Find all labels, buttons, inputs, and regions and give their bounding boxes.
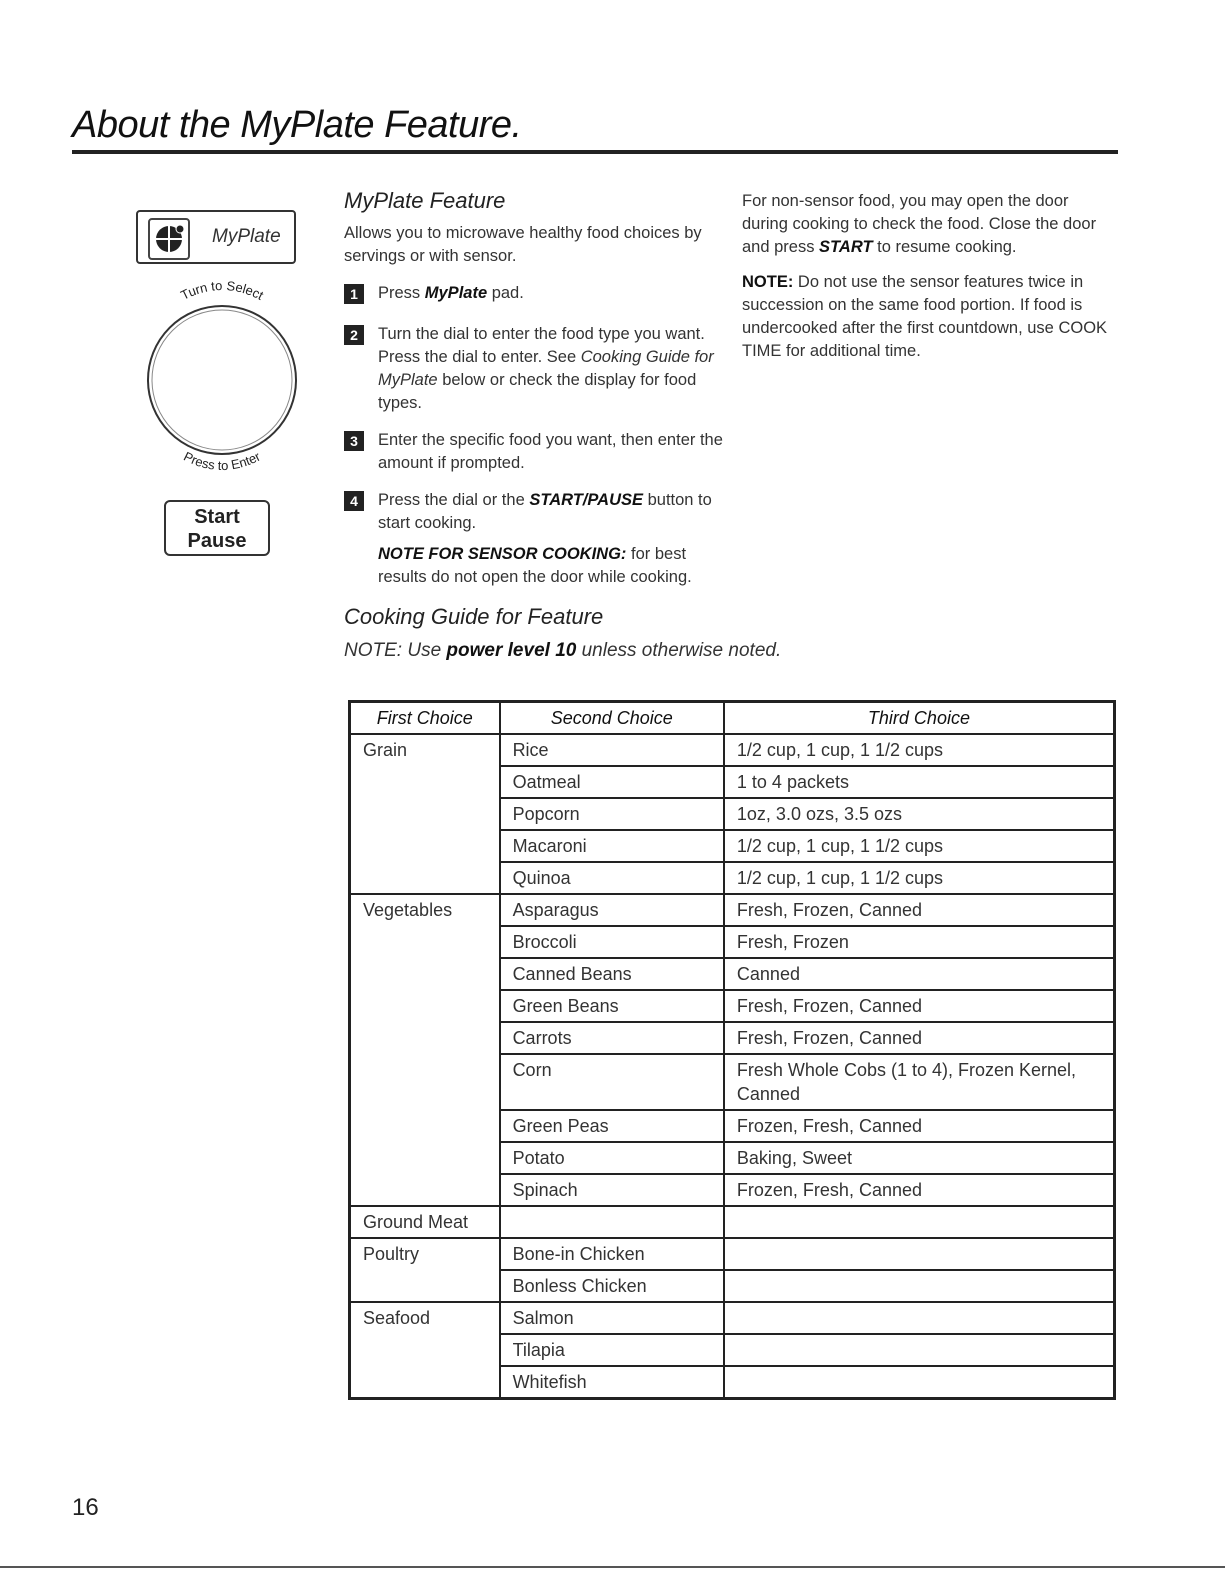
non-sensor-text: For non-sensor food, you may open the door during cooking to check the food. Close the door and press (742, 192, 1097, 256)
second-choice-cell: Quinoa (500, 862, 724, 894)
power-level-emphasis: power level 10 (446, 640, 577, 661)
second-choice-cell: Asparagus (500, 894, 724, 926)
first-choice-cell (350, 862, 500, 894)
cooking-guide-body (350, 734, 1115, 1399)
first-choice-cell: Grain (350, 734, 500, 766)
first-choice-cell (350, 766, 500, 798)
third-choice-cell: 1/2 cup, 1 cup, 1 1/2 cups (724, 830, 1115, 862)
first-choice-cell (350, 1142, 500, 1174)
table-row (350, 1110, 1115, 1142)
feature-instructions (344, 188, 724, 589)
first-choice-cell (350, 958, 500, 990)
page-number: 16 (72, 1494, 99, 1521)
step-number: 2 (344, 325, 364, 345)
table-row (350, 990, 1115, 1022)
first-choice-cell (350, 1334, 500, 1366)
guide-note-label: NOTE: (344, 640, 403, 661)
step-text-end: below or check the display for food types. (378, 371, 697, 412)
table-row (350, 830, 1115, 862)
non-sensor-text-end: to resume cooking. (872, 238, 1017, 256)
first-choice-cell (350, 830, 500, 862)
table-row (350, 1270, 1115, 1302)
third-choice-cell (724, 1366, 1115, 1399)
third-choice-cell (724, 1302, 1115, 1334)
start-label: Start (194, 506, 240, 528)
first-choice-cell (350, 1054, 500, 1110)
step-1 (344, 282, 724, 305)
non-sensor-paragraph (742, 190, 1118, 259)
second-choice-cell: Green Beans (500, 990, 724, 1022)
first-choice-cell (350, 1110, 500, 1142)
first-choice-cell (350, 1022, 500, 1054)
third-choice-cell (724, 1270, 1115, 1302)
table-row (350, 926, 1115, 958)
table-row (350, 1142, 1115, 1174)
second-choice-cell: Bone-in Chicken (500, 1238, 724, 1270)
step-emphasis: MyPlate (424, 284, 488, 302)
table-header-row (350, 702, 1115, 735)
column-header: Third Choice (724, 702, 1115, 735)
table-row (350, 862, 1115, 894)
third-choice-cell: 1oz, 3.0 ozs, 3.5 ozs (724, 798, 1115, 830)
step-emphasis: START/PAUSE (529, 491, 644, 509)
feature-intro: Allows you to microwave healthy food choices by servings or with sensor. (344, 224, 702, 265)
right-column-notes (742, 190, 1118, 375)
second-choice-cell: Rice (500, 734, 724, 766)
step-text-end: pad. (487, 284, 524, 302)
first-choice-cell: Vegetables (350, 894, 500, 926)
sensor-note-paragraph (742, 271, 1118, 363)
step-emphasis: Cooking Guide for MyPlate (378, 348, 714, 389)
third-choice-cell (724, 1206, 1115, 1238)
third-choice-cell: 1/2 cup, 1 cup, 1 1/2 cups (724, 734, 1115, 766)
third-choice-cell: 1 to 4 packets (724, 766, 1115, 798)
first-choice-cell (350, 798, 500, 830)
third-choice-cell: Frozen, Fresh, Canned (724, 1174, 1115, 1206)
start-emphasis: START (819, 238, 873, 256)
table-row (350, 734, 1115, 766)
dial-bottom-text: Press to Enter (181, 448, 263, 474)
table-row (350, 1302, 1115, 1334)
second-choice-cell: Spinach (500, 1174, 724, 1206)
myplate-pad-label: MyPlate (212, 226, 281, 247)
second-choice-cell: Potato (500, 1142, 724, 1174)
first-choice-cell (350, 926, 500, 958)
note-text: Do not use the sensor features twice in succession on the same food portion. If food is undercooked after the first countdown, use COOK TIME for additional time. (742, 273, 1108, 360)
first-choice-cell: Poultry (350, 1238, 500, 1270)
second-choice-cell: Canned Beans (500, 958, 724, 990)
note-label: NOTE: (742, 273, 794, 291)
step-number: 1 (344, 284, 364, 304)
table-row (350, 1238, 1115, 1270)
table-row (350, 1206, 1115, 1238)
step-text: Turn the dial to enter the food type you want. Press the dial to enter. See (378, 325, 705, 366)
third-choice-cell: Fresh, Frozen, Canned (724, 894, 1115, 926)
third-choice-cell: Fresh, Frozen, Canned (724, 1022, 1115, 1054)
first-choice-cell (350, 1174, 500, 1206)
cooking-guide-note (344, 640, 781, 662)
sensor-note-label: NOTE FOR SENSOR COOKING: (378, 545, 627, 563)
table-row (350, 894, 1115, 926)
first-choice-cell: Seafood (350, 1302, 500, 1334)
table-row (350, 1054, 1115, 1110)
cooking-guide-heading: Cooking Guide for Feature (344, 604, 604, 629)
second-choice-cell: Bonless Chicken (500, 1270, 724, 1302)
plate-icon (148, 218, 190, 260)
table-row (350, 766, 1115, 798)
third-choice-cell: Baking, Sweet (724, 1142, 1115, 1174)
title-divider (72, 150, 1118, 154)
myplate-pad-illustration (136, 210, 296, 264)
dial-top-text: Turn to Select (178, 277, 266, 303)
step-text-end: button to start cooking. (378, 491, 712, 532)
cooking-guide-table (348, 700, 1116, 1400)
step-2 (344, 323, 724, 415)
first-choice-cell (350, 990, 500, 1022)
second-choice-cell: Macaroni (500, 830, 724, 862)
sensor-cooking-note (344, 543, 724, 589)
third-choice-cell (724, 1334, 1115, 1366)
third-choice-cell: Frozen, Fresh, Canned (724, 1110, 1115, 1142)
column-header: Second Choice (500, 702, 724, 735)
step-4 (344, 489, 724, 535)
step-text: Enter the specific food you want, then enter the amount if prompted. (378, 431, 723, 472)
third-choice-cell: 1/2 cup, 1 cup, 1 1/2 cups (724, 862, 1115, 894)
second-choice-cell: Popcorn (500, 798, 724, 830)
second-choice-cell: Carrots (500, 1022, 724, 1054)
second-choice-cell: Tilapia (500, 1334, 724, 1366)
second-choice-cell: Green Peas (500, 1110, 724, 1142)
third-choice-cell: Fresh, Frozen (724, 926, 1115, 958)
table-row (350, 1022, 1115, 1054)
guide-note-text: Use (402, 640, 447, 661)
second-choice-cell: Broccoli (500, 926, 724, 958)
step-text: Press (378, 284, 425, 302)
first-choice-cell (350, 1366, 500, 1399)
step-number: 3 (344, 431, 364, 451)
third-choice-cell: Fresh Whole Cobs (1 to 4), Frozen Kernel, Canned (724, 1054, 1115, 1110)
dial-illustration (142, 276, 302, 486)
table-row (350, 1174, 1115, 1206)
step-number: 4 (344, 491, 364, 511)
sensor-note-text: for best results do not open the door while cooking. (378, 545, 692, 586)
guide-note-text-end: unless otherwise noted. (576, 640, 782, 661)
second-choice-cell: Corn (500, 1054, 724, 1110)
step-text: Press the dial or the (378, 491, 530, 509)
step-3 (344, 429, 724, 475)
column-header: First Choice (350, 702, 500, 735)
table-row (350, 1334, 1115, 1366)
table-row (350, 958, 1115, 990)
table-row (350, 798, 1115, 830)
second-choice-cell: Whitefish (500, 1366, 724, 1399)
third-choice-cell (724, 1238, 1115, 1270)
first-choice-cell: Ground Meat (350, 1206, 500, 1238)
third-choice-cell: Canned (724, 958, 1115, 990)
feature-heading: MyPlate Feature (344, 188, 506, 213)
second-choice-cell (500, 1206, 724, 1238)
bottom-divider (0, 1566, 1225, 1568)
table-row (350, 1366, 1115, 1399)
third-choice-cell: Fresh, Frozen, Canned (724, 990, 1115, 1022)
page-title: About the MyPlate Feature. (72, 104, 522, 146)
start-pause-pad-illustration (164, 500, 270, 556)
pause-label: Pause (187, 530, 247, 552)
second-choice-cell: Oatmeal (500, 766, 724, 798)
second-choice-cell: Salmon (500, 1302, 724, 1334)
first-choice-cell (350, 1270, 500, 1302)
